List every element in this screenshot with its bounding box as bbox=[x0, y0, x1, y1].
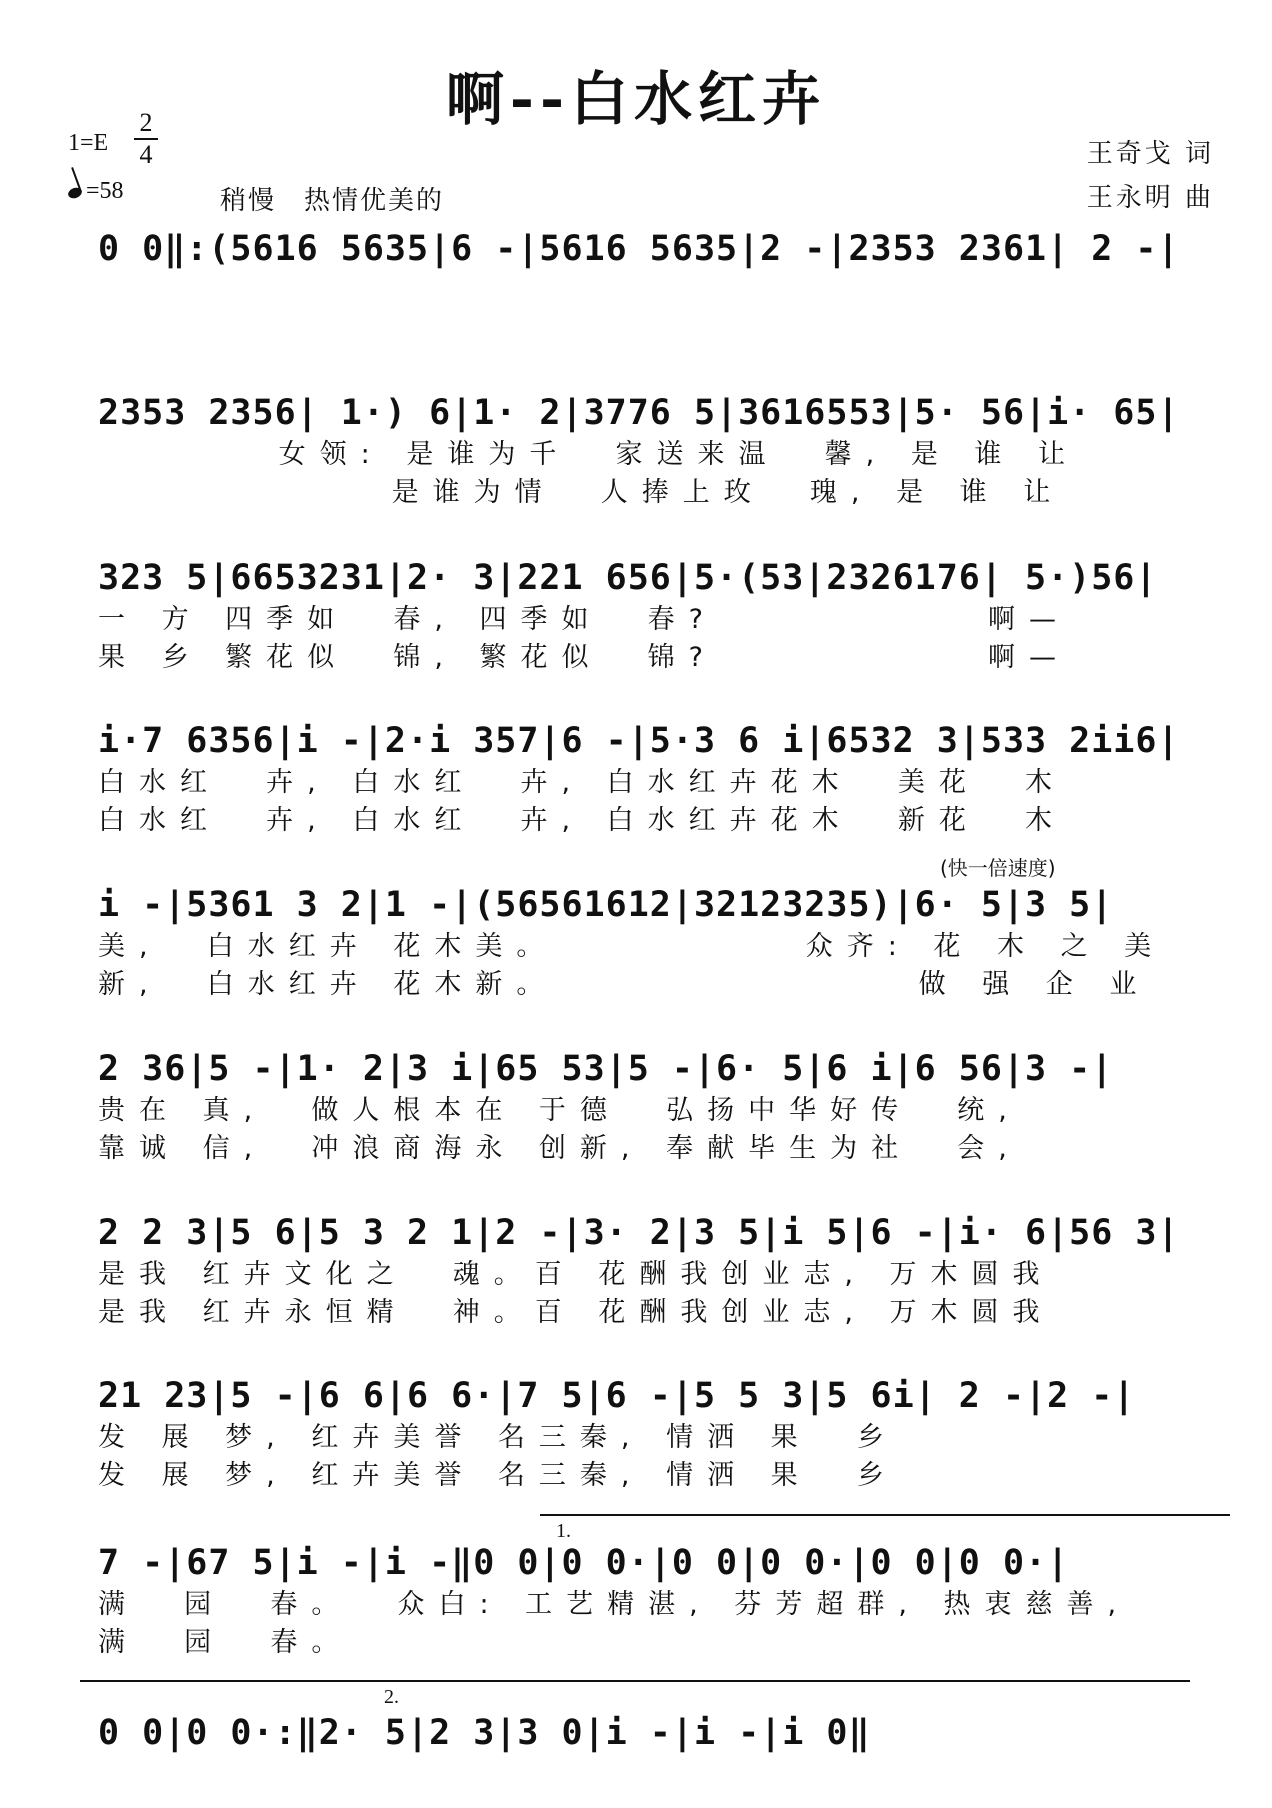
lyric-line-1: 贵在 真, 做人根本在 于德 弘扬中华好传 统, bbox=[98, 1095, 1021, 1126]
score-system-5 bbox=[98, 882, 1198, 1004]
lyric-line-1: 一 方 四季如 春, 四季如 春? 啊— bbox=[98, 604, 1070, 635]
score-system-8 bbox=[98, 1373, 1198, 1495]
volta-2-bracket bbox=[80, 1680, 1190, 1682]
time-signature-bottom: 4 bbox=[139, 140, 153, 169]
score-system-2 bbox=[98, 390, 1198, 512]
lyric-line-1: 女领: 是谁为千 家送来温 馨, 是 谁 让 bbox=[98, 439, 1079, 470]
music-line: 323 5|6653231|2· 3|221 656|5·(53|2326176| 5·)56| bbox=[98, 558, 1158, 598]
quarter-note-icon bbox=[67, 186, 84, 200]
lyric-line-1: 美, 白水红卉 花木美。 众齐: 花 木 之 美 bbox=[98, 931, 1166, 962]
score-system-7 bbox=[98, 1210, 1198, 1332]
music-line: 2 2 3|5 6|5 3 2 1|2 -|3· 2|3 5|i 5|6 -|i· 6|56 3| bbox=[98, 1213, 1180, 1253]
score-system-1 bbox=[98, 226, 1198, 272]
music-line: 7 -|67 5|i -|i -‖0 0|0 0·|0 0|0 0·|0 0|0 0·| bbox=[98, 1543, 1070, 1583]
music-line: 21 23|5 -|6 6|6 6·|7 5|6 -|5 5 3|5 6i| 2 -|2 -| bbox=[98, 1376, 1136, 1416]
time-signature bbox=[132, 108, 160, 170]
music-line: 0 0‖:(5616 5635|6 -|5616 5635|2 -|2353 2361| 2 -| bbox=[98, 229, 1180, 269]
score-system-9 bbox=[98, 1540, 1198, 1662]
volta-2-label: 2. bbox=[384, 1686, 399, 1708]
music-line: i -|5361 3 2|1 -|(56561612|32123235)|6· 5|3 5| bbox=[98, 885, 1114, 925]
lyric-line-2: 靠诚 信, 冲浪商海永 创新, 奉献毕生为社 会, bbox=[98, 1133, 1021, 1164]
lyric-line-2: 是谁为情 人捧上玫 瑰, 是 谁 让 bbox=[98, 477, 1065, 508]
volta-1-bracket bbox=[540, 1514, 1230, 1516]
tempo-value: =58 bbox=[86, 178, 124, 204]
key-signature: 1=E bbox=[68, 130, 109, 156]
tempo-change-annotation: (快一倍速度) bbox=[940, 856, 1056, 880]
tempo-marking bbox=[68, 178, 124, 205]
lyric-line-1: 是我 红卉文化之 魂。百 花酬我创业志, 万木圆我 bbox=[98, 1259, 1054, 1290]
lyric-line-1: 白水红 卉, 白水红 卉, 白水红卉花木 美花 木 bbox=[98, 767, 1066, 798]
page-title: 啊--白水红卉 bbox=[445, 65, 827, 133]
score-system-4 bbox=[98, 718, 1198, 840]
score-system-10 bbox=[98, 1710, 1198, 1756]
time-signature-top: 2 bbox=[139, 108, 153, 137]
volta-1-label: 1. bbox=[556, 1520, 571, 1542]
lyric-line-2: 新, 白水红卉 花木新。 做 强 企 业 bbox=[98, 969, 1151, 1000]
lyric-line-2: 白水红 卉, 白水红 卉, 白水红卉花木 新花 木 bbox=[98, 805, 1066, 836]
lyric-line-2: 是我 红卉永恒精 神。百 花酬我创业志, 万木圆我 bbox=[98, 1297, 1054, 1328]
lyric-line-1: 满 园 春。 众白: 工艺精湛, 芬芳超群, 热衷慈善, bbox=[98, 1589, 1131, 1620]
music-line: 0 0|0 0·:‖2· 5|2 3|3 0|i -|i -|i 0‖ bbox=[98, 1713, 871, 1753]
lyric-line-2: 发 展 梦, 红卉美誉 名三秦, 情洒 果 乡 bbox=[98, 1460, 898, 1491]
music-line: 2353 2356| 1·) 6|1· 2|3776 5|3616553|5· 56|i· 65| bbox=[98, 393, 1180, 433]
score-system-3 bbox=[98, 555, 1198, 677]
lyric-line-1: 发 展 梦, 红卉美誉 名三秦, 情洒 果 乡 bbox=[98, 1422, 898, 1453]
composer: 王永明 曲 bbox=[1086, 183, 1214, 213]
score-system-6 bbox=[98, 1046, 1198, 1168]
lyric-line-2: 满 园 春。 bbox=[98, 1627, 353, 1658]
expression-marking: 稍慢 热情优美的 bbox=[220, 186, 445, 216]
music-line: i·7 6356|i -|2·i 357|6 -|5·3 6 i|6532 3|533 2ii6| bbox=[98, 721, 1180, 761]
music-line: 2 36|5 -|1· 2|3 i|65 53|5 -|6· 5|6 i|6 56|3 -| bbox=[98, 1049, 1114, 1089]
lyric-line-2: 果 乡 繁花似 锦, 繁花似 锦? 啊— bbox=[98, 642, 1070, 673]
credits bbox=[1087, 132, 1214, 220]
lyricist: 王奇戈 词 bbox=[1086, 139, 1214, 169]
